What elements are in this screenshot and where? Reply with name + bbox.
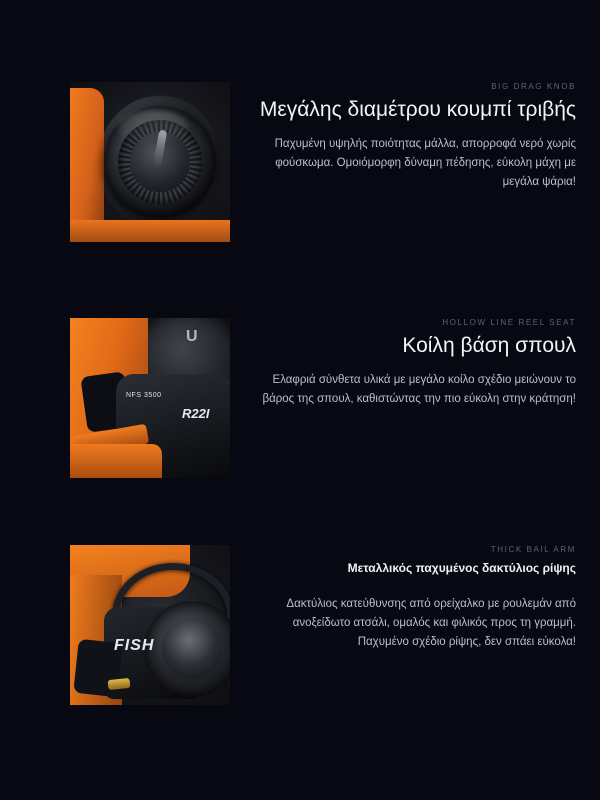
photo-backdrop	[70, 82, 230, 242]
feature-text-bail-arm	[230, 545, 590, 652]
spool-inner	[162, 619, 222, 679]
orange-frame-left	[70, 88, 104, 238]
photo-backdrop	[70, 318, 230, 478]
orange-frame-bottom	[70, 444, 162, 478]
feature-body: Παχυμένη υψηλής ποιότητας μάλλα, απορροφά νερό χωρίς φούσκωμα. Ομοιόμορφη δύναμη πέδησης, εύκολη μάχη με μεγάλα ψάρια!	[274, 138, 576, 189]
feature-block-drag-knob	[70, 82, 590, 242]
reel-top-mark: U	[186, 328, 198, 345]
feature-text-drag-knob	[230, 82, 590, 192]
feature-headline: Μεγάλης διαμέτρου κουμπί τριβής	[259, 98, 576, 121]
feature-block-bail-arm	[70, 545, 590, 705]
feature-body: Ελαφριά σύνθετα υλικά με μεγάλο κοίλο σχέδιο μειώνουν το βάρος της σπουλ, καθιστώντας την πιο εύκολη στην κράτηση!	[262, 374, 576, 406]
feature-text-reel-seat	[230, 318, 590, 409]
feature-eyebrow: BIG DRAG KNOB	[491, 82, 576, 91]
bail-arm-photo	[70, 545, 230, 705]
drag-knob-photo	[70, 82, 230, 242]
feature-block-reel-seat	[70, 318, 590, 478]
feature-eyebrow: HOLLOW LINE REEL SEAT	[442, 318, 576, 327]
feature-body: Δακτύλιος κατεύθυνσης από ορείχαλκο με ρουλεμάν από ανοξείδωτο ατσάλι, ομαλός και φιλικός προς τη γραμμή. Παχυμένο σχέδιο ρίψης, δεν σπάει εύκολα!	[286, 597, 576, 648]
feature-eyebrow: THICK BAIL ARM	[490, 545, 576, 554]
reel-brand-label: NFS 3500	[126, 392, 162, 399]
orange-frame-bottom	[70, 220, 230, 242]
reel-seat-photo	[70, 318, 230, 478]
feature-headline: Μεταλλικός παχυμένος δακτύλιος ρίψης	[347, 561, 576, 575]
feature-headline: Κοίλη βάση σπουλ	[402, 334, 576, 357]
reel-model-label: R22I	[182, 406, 210, 421]
photo-backdrop	[70, 545, 230, 705]
reel-model-label: FISH	[114, 637, 155, 654]
photo-highlight	[118, 110, 188, 144]
